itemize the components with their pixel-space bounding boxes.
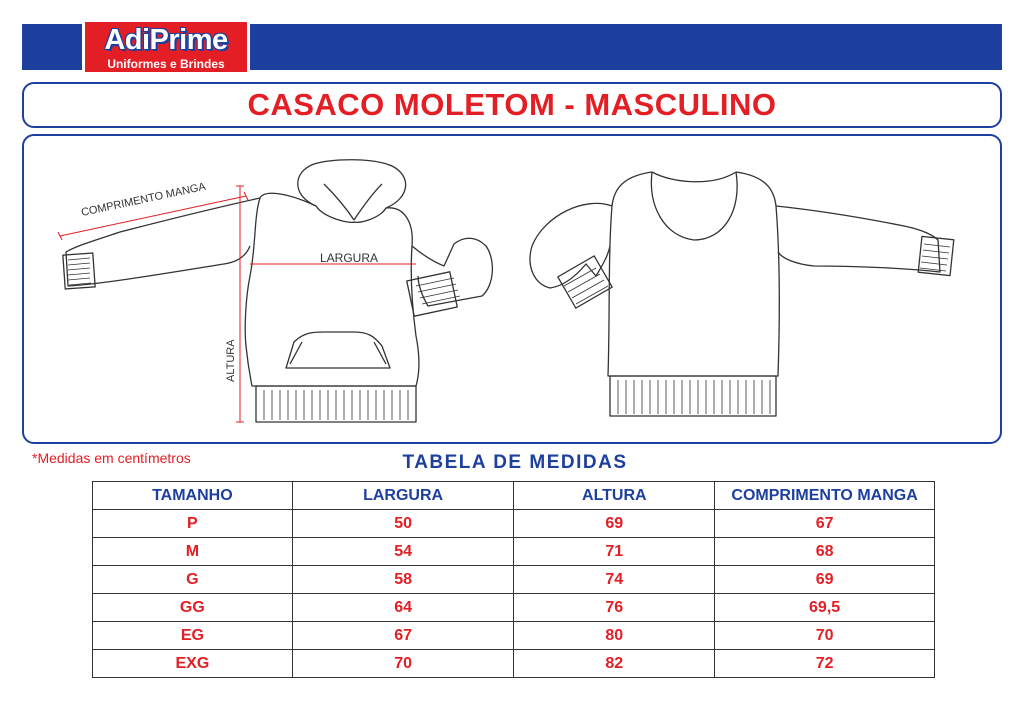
back-body (608, 172, 779, 376)
back-left-sleeve (530, 203, 612, 288)
hoodie-back-view (530, 172, 954, 416)
back-waistband (610, 376, 776, 416)
size-table (92, 481, 935, 678)
kangaroo-pocket (286, 332, 390, 368)
garment-illustration (22, 134, 1002, 444)
brand-tagline: Uniformes e Brindes (107, 57, 225, 71)
cell-sleeve: 70 (715, 622, 935, 650)
table-row (93, 594, 935, 622)
header-width: LARGURA (292, 482, 514, 510)
page-title: CASACO MOLETOM - MASCULINO (247, 87, 777, 122)
cell-height: 69 (514, 510, 715, 538)
sleeve-length-label: COMPRIMENTO MANGA (80, 180, 207, 219)
cell-height: 82 (514, 650, 715, 678)
hood-outline (298, 160, 406, 208)
table-row (93, 566, 935, 594)
table-title: TABELA DE MEDIDAS (402, 452, 628, 473)
cell-size: P (93, 510, 293, 538)
table-row (93, 650, 935, 678)
back-right-sleeve (776, 206, 940, 272)
cell-size: GG (93, 594, 293, 622)
header-height: ALTURA (514, 482, 715, 510)
cell-size: EG (93, 622, 293, 650)
hoodie-drawing (24, 136, 1002, 444)
height-label: ALTURA (225, 339, 237, 382)
cell-height: 76 (514, 594, 715, 622)
brand-name: AdiPrime (104, 24, 228, 56)
header-sleeve: COMPRIMENTO MANGA (715, 482, 935, 510)
measurement-note: *Medidas em centímetros (32, 450, 191, 466)
cell-size: M (93, 538, 293, 566)
header-size: TAMANHO (93, 482, 293, 510)
cell-height: 80 (514, 622, 715, 650)
table-row (93, 510, 935, 538)
cell-width: 54 (292, 538, 514, 566)
table-row (93, 622, 935, 650)
table-row (93, 538, 935, 566)
cell-width: 58 (292, 566, 514, 594)
body-outline (245, 193, 419, 386)
table-header-row (93, 482, 935, 510)
cell-sleeve: 68 (715, 538, 935, 566)
cell-sleeve: 67 (715, 510, 935, 538)
cell-sleeve: 69 (715, 566, 935, 594)
cell-size: G (93, 566, 293, 594)
cell-width: 50 (292, 510, 514, 538)
title-box (22, 82, 1002, 128)
cell-width: 64 (292, 594, 514, 622)
cell-size: EXG (93, 650, 293, 678)
right-cuff (407, 272, 458, 316)
back-neckline (652, 172, 736, 182)
cell-height: 74 (514, 566, 715, 594)
cell-width: 70 (292, 650, 514, 678)
brand-logo (82, 19, 250, 75)
cell-height: 71 (514, 538, 715, 566)
cell-sleeve: 69,5 (715, 594, 935, 622)
cell-width: 67 (292, 622, 514, 650)
width-label: LARGURA (320, 251, 379, 265)
right-sleeve (412, 238, 492, 306)
cell-sleeve: 72 (715, 650, 935, 678)
